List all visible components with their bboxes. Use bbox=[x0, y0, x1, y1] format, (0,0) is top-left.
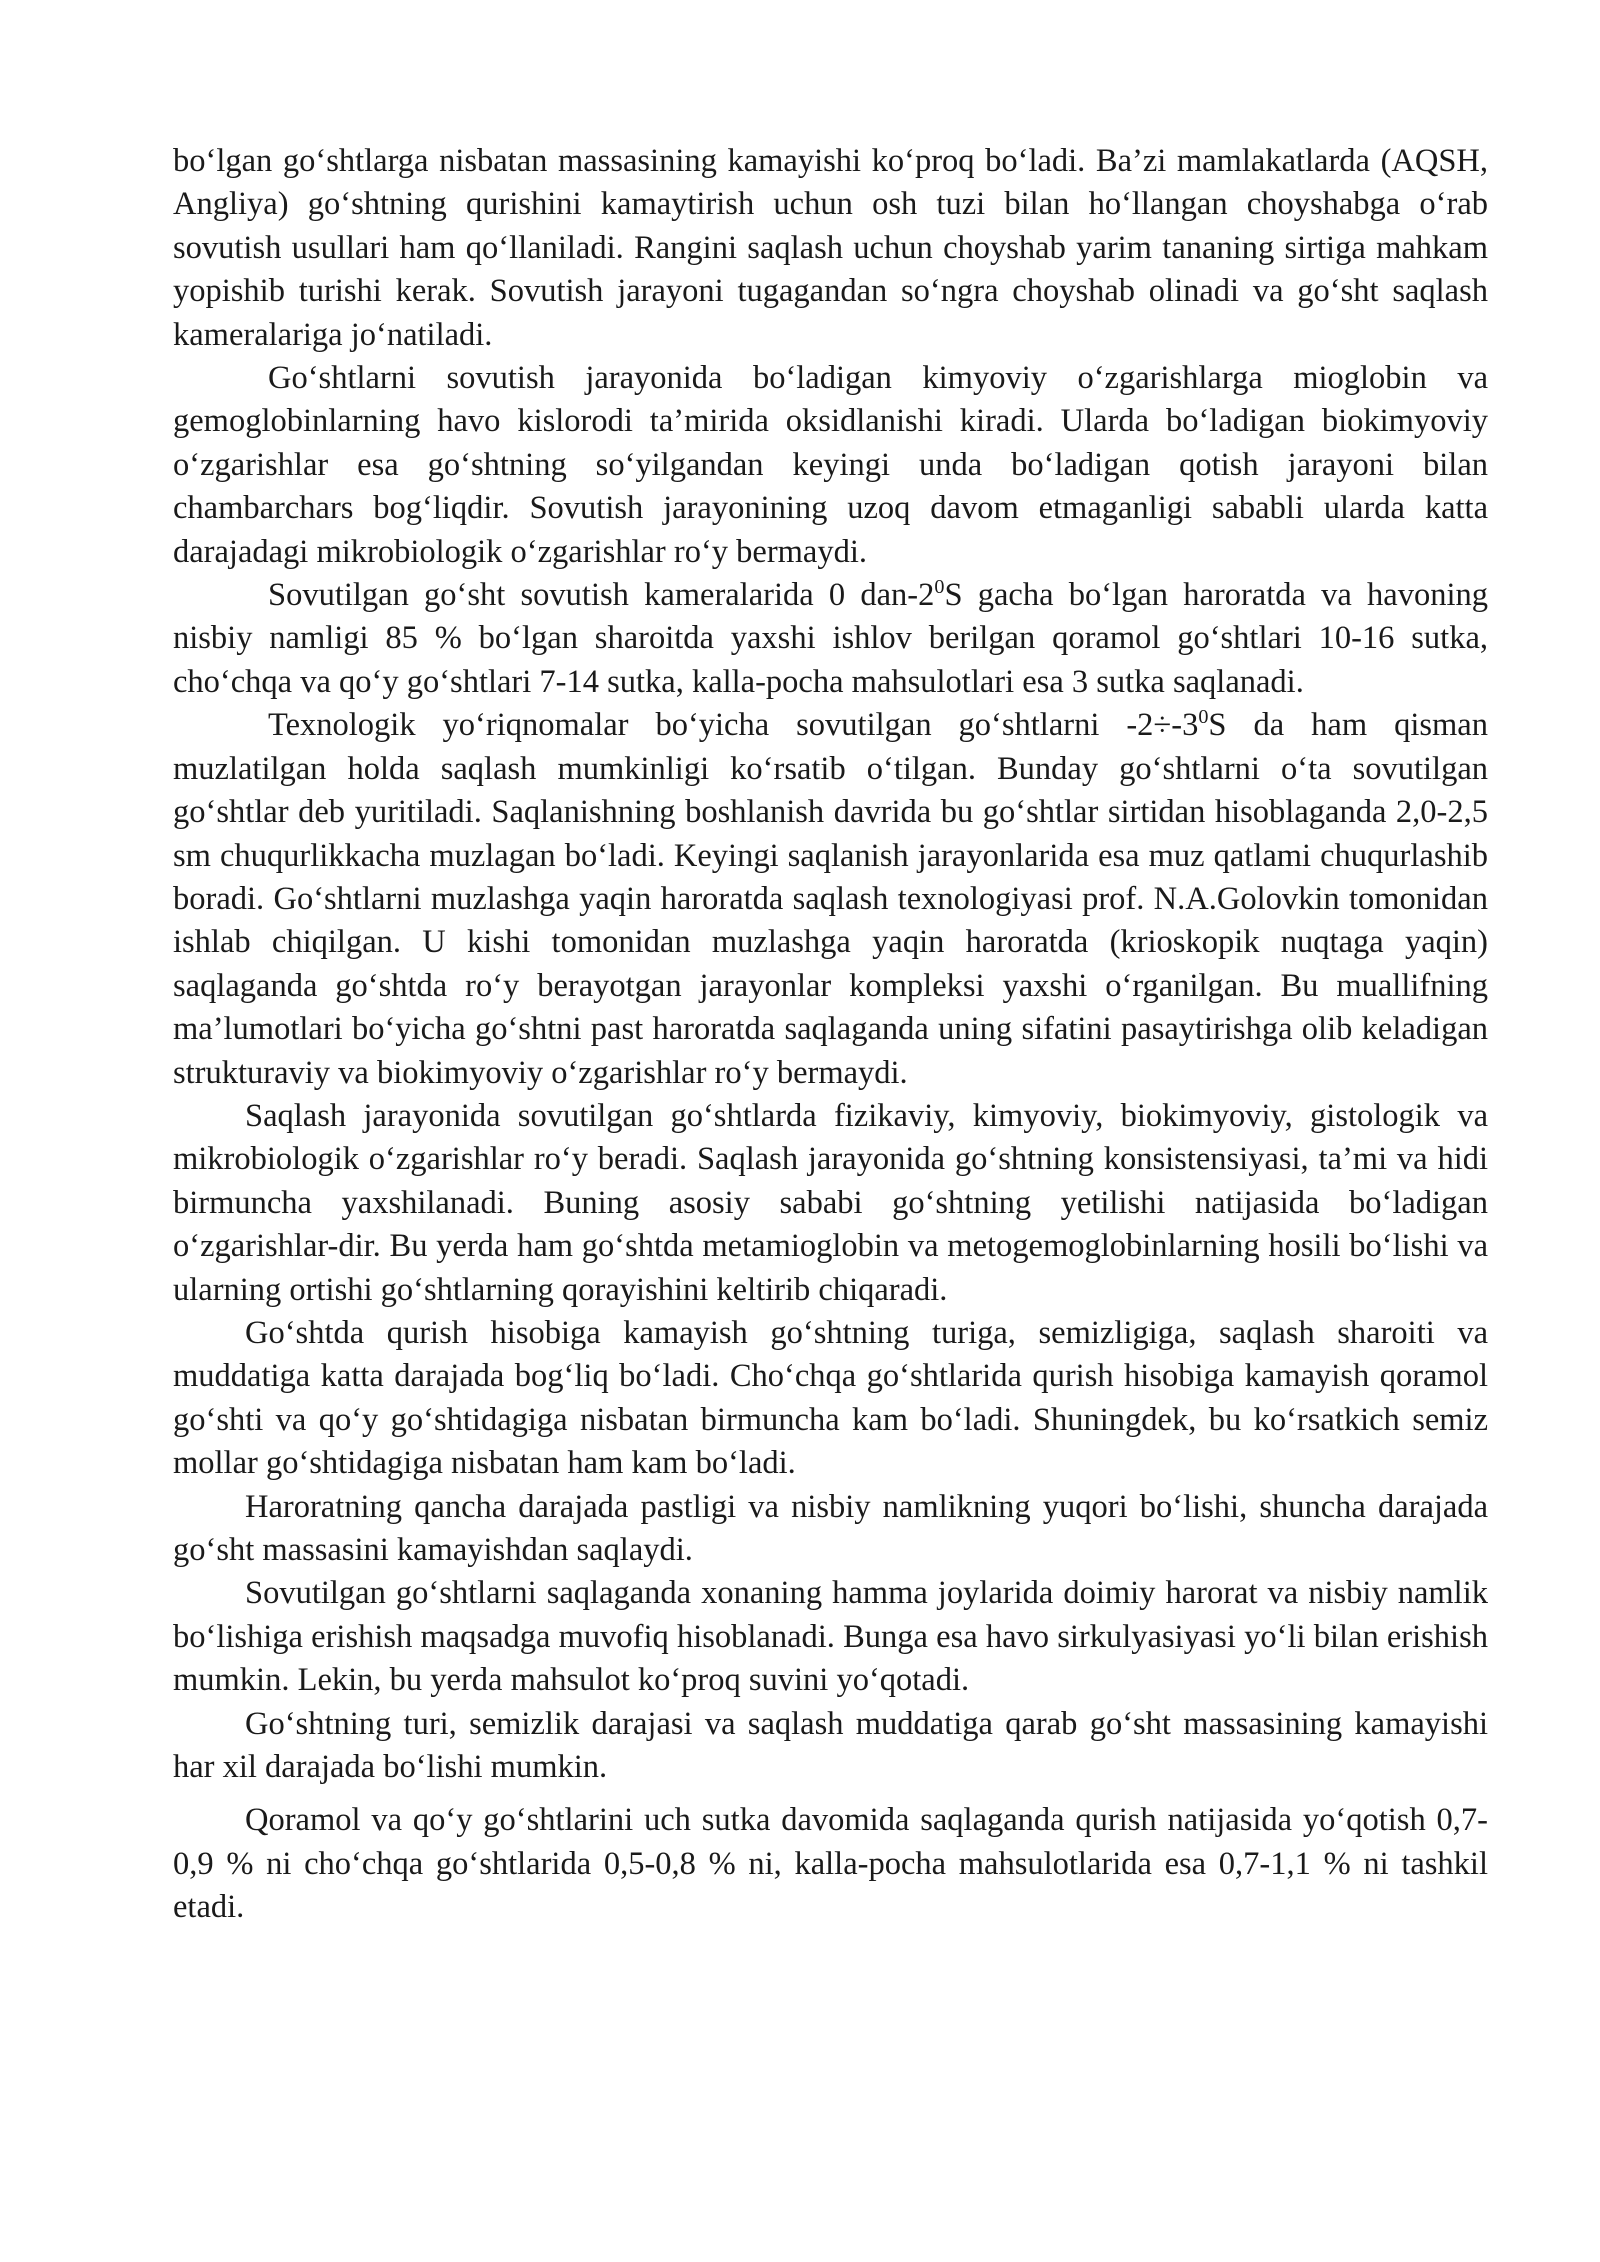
paragraph-1: bo‘lgan go‘shtlarga nisbatan massasining kamayishi ko‘proq bo‘ladi. Ba’zi mamlakatlarda (AQSH, Angliya) go‘shtning qurishini kamaytirish uchun osh tuzi bilan ho‘llangan choyshabga o‘rab sovutish usullari ham qo‘llaniladi. Rangini saqlash uchun choyshab yarim tananing sirtiga mahkam yopishib turishi kerak. Sovutish jarayoni tugagandan so‘ngra choyshab olinadi va go‘sht saqlash kameralariga jo‘natiladi. bbox=[173, 143, 1488, 353]
paragraph-5: Saqlash jarayonida sovutilgan go‘shtlarda fizikaviy, kimyoviy, biokimyoviy, gistologik va mikrobiologik o‘zgarishlar ro‘y beradi. Saqlash jarayonida go‘shtning konsistensiyasi, ta’mi va hidi birmuncha yaxshilanadi. Buning asosiy sababi go‘shtning yetilishi natijasida bo‘ladigan o‘zgarishlar-dir. Bu yerda ham go‘shtda metamioglobin va metogemoglobinlarning hosili bo‘lishi va ularning ortishi go‘shtlarning qorayishini keltirib chiqaradi. bbox=[173, 1097, 1488, 1308]
paragraph-3 bbox=[173, 574, 1488, 704]
paragraph-10: Qoramol va qo‘y go‘shtlarini uch sutka davomida saqlaganda qurish natijasida yo‘qotish 0,7-0,9 % ni cho‘chqa go‘shtlarida 0,5-0,8 % ni, kalla-pocha mahsulotlarida esa 0,7-1,1 % ni tashkil etadi. bbox=[173, 1802, 1488, 1926]
paragraph-4-text-after: S da ham qisman muzlatilgan holda saqlash mumkinligi ko‘rsatib o‘tilgan. Bunday go‘shtlarni o‘ta sovutilgan go‘shtlar deb yuritiladi. Saqlanishning boshlanish davrida bu go‘shtlar sirtidan hisoblaganda 2,0-2,5 sm chuqurlikkacha muzlagan bo‘ladi. Keyingi saqlanish jarayonlarida esa muz qatlami chuqurlashib boradi. Go‘shtlarni muzlashga yaqin haroratda saqlash texnologiyasi prof. N.A.Golovkin tomonidan ishlab chiqilgan. U kishi tomonidan muzlashga yaqin haroratda (krioskopik nuqtaga yaqin) saqlaganda go‘shtda ro‘y berayotgan jarayonlar kompleksi yaxshi o‘rganilgan. Bu muallifning ma’lumotlari bo‘yicha go‘shtni past haroratda saqlaganda uning sifatini pasaytirishga olib keladigan strukturaviy va biokimyoviy o‘zgarishlar ro‘y bermaydi. bbox=[173, 707, 1488, 1091]
paragraph-4-text-before: Texnologik yo‘riqnomalar bo‘yicha sovutilgan go‘shtlarni -2÷-3 bbox=[268, 707, 1199, 744]
paragraph-6: Go‘shtda qurish hisobiga kamayish go‘shtning turiga, semizligiga, saqlash sharoiti va muddatiga katta darajada bog‘liq bo‘ladi. Cho‘chqa go‘shtlarida qurish hisobiga kamayish qoramol go‘shti va qo‘y go‘shtidagiga nisbatan birmuncha kam bo‘ladi. Shuningdek, bu ko‘rsatkich semiz mollar go‘shtidagiga nisbatan ham kam bo‘ladi. bbox=[173, 1314, 1488, 1482]
degree-superscript: 0 bbox=[1198, 706, 1209, 729]
paragraph-3-text-after: S gacha bo‘lgan haroratda va havoning nisbiy namligi 85 % bo‘lgan sharoitda yaxshi ishlov berilgan qoramol go‘shtlari 10-16 sutka, cho‘chqa va qo‘y go‘shtlari 7-14 sutka, kalla-pocha mahsulotlari esa 3 sutka saqlanadi. bbox=[173, 577, 1488, 700]
paragraph-7: Haroratning qancha darajada pastligi va nisbiy namlikning yuqori bo‘lishi, shuncha darajada go‘sht massasini kamayishdan saqlaydi. bbox=[173, 1488, 1488, 1568]
paragraph-9: Go‘shtning turi, semizlik darajasi va saqlash muddatiga qarab go‘sht massasining kamayishi har xil darajada bo‘lishi mumkin. bbox=[173, 1705, 1488, 1786]
document-page bbox=[173, 140, 1488, 1930]
paragraph-2: Go‘shtlarni sovutish jarayonida bo‘ladigan kimyoviy o‘zgarishlarga mioglobin va gemoglobinlarning havo kislorodi ta’mirida oksidlanishi kiradi. Ularda bo‘ladigan biokimyoviy o‘zgarishlar esa go‘shtning so‘yilgandan keyingi unda bo‘ladigan qotish jarayoni bilan chambarchars bog‘liqdir. Sovutish jarayonining uzoq davom etmaganligi sababli ularda katta darajadagi mikrobiologik o‘zgarishlar ro‘y bermaydi. bbox=[173, 360, 1488, 570]
paragraph-8: Sovutilgan go‘shtlarni saqlaganda xonaning hamma joylarida doimiy harorat va nisbiy namlik bo‘lishiga erishish maqsadga muvofiq hisoblanadi. Bunga esa havo sirkulyasiyasi yo‘li bilan erishish mumkin. Lekin, bu yerda mahsulot ko‘proq suvini yo‘qotadi. bbox=[173, 1575, 1488, 1699]
paragraph-3-text-before: Sovutilgan go‘sht sovutish kameralarida 0 dan-2 bbox=[268, 577, 935, 614]
degree-superscript: 0 bbox=[934, 576, 945, 599]
paragraph-4 bbox=[173, 704, 1488, 1095]
